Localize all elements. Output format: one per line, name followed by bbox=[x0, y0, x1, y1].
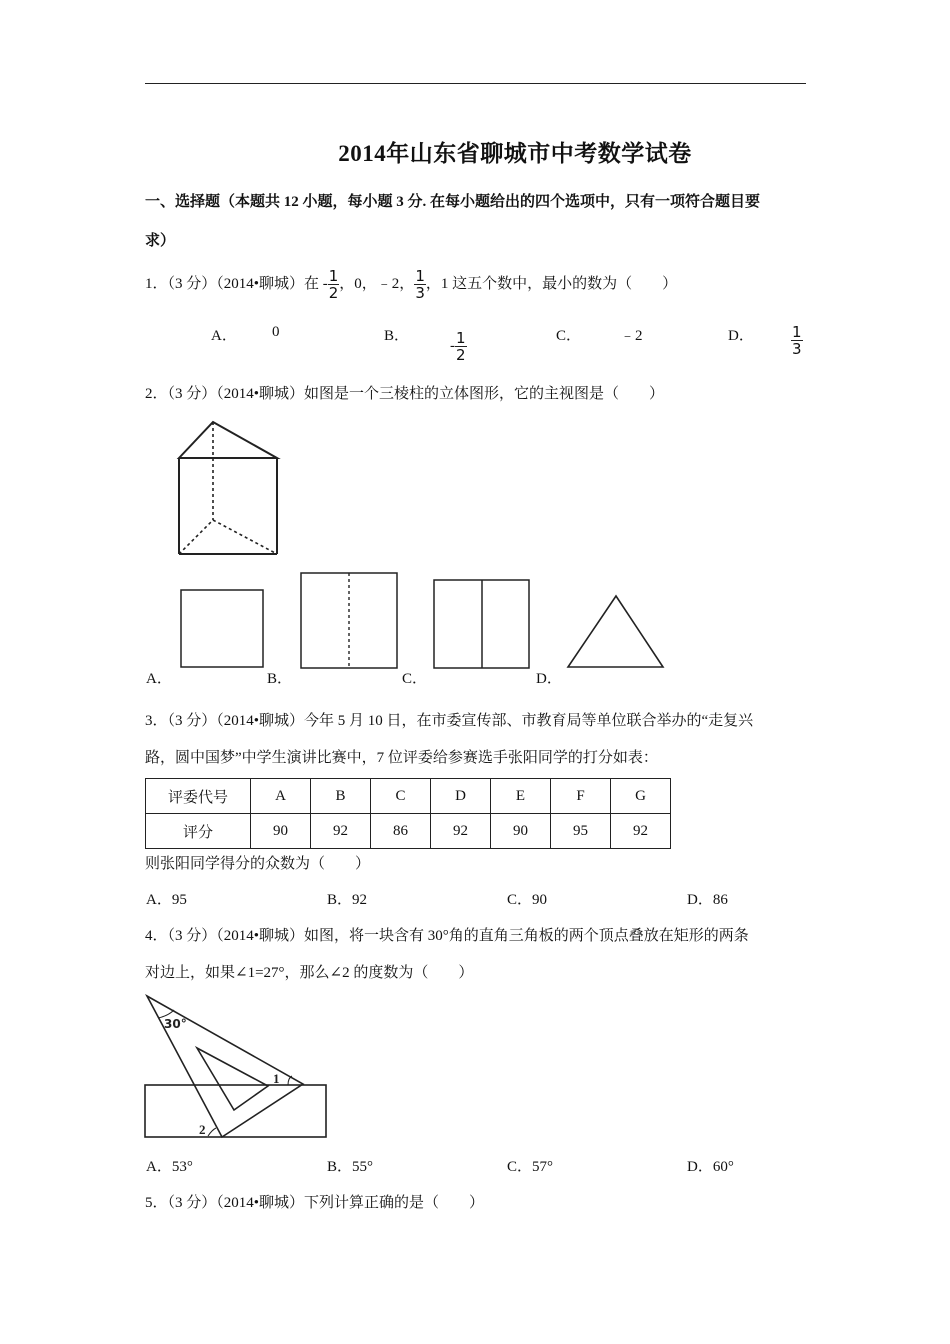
table-cell: 90 bbox=[251, 814, 311, 849]
question-1 bbox=[145, 268, 677, 301]
q2-option-b-label: B． bbox=[267, 671, 293, 687]
table-header-cell: A bbox=[251, 779, 311, 814]
table-cell: 92 bbox=[431, 814, 491, 849]
q2-option-d-triangle bbox=[566, 594, 666, 670]
question-2: 2．（3 分）（2014•聊城）如图是一个三棱柱的立体图形，它的主视图是（ ） bbox=[145, 386, 665, 402]
question-3-after: 则张阳同学得分的众数为（ ） bbox=[145, 856, 371, 872]
section-heading-cont: 求） bbox=[145, 233, 176, 249]
table-cell: 92 bbox=[611, 814, 671, 849]
score-table bbox=[145, 778, 671, 849]
table-header-cell: 评委代号 bbox=[146, 779, 251, 814]
q1-suffix: ，1 这五个数中，最小的数为（ ） bbox=[425, 275, 678, 292]
q1-option-d-fraction bbox=[791, 324, 803, 357]
question-3: 3．（3 分）（2014•聊城）今年 5 月 10 日，在市委宣传部、市教育局等单位联合举办的“走复兴 bbox=[145, 713, 754, 729]
angle-1-label: 1 bbox=[273, 1071, 280, 1086]
q2-option-d-label: D． bbox=[536, 671, 562, 687]
table-header-cell: E bbox=[491, 779, 551, 814]
table-cell: 评分 bbox=[146, 814, 251, 849]
q1-frac-a-den: 2 bbox=[328, 284, 339, 302]
angle-30-label: 30° bbox=[164, 1017, 187, 1031]
table-header-cell: G bbox=[611, 779, 671, 814]
q2-option-c-label: C． bbox=[402, 671, 428, 687]
table-cell: 95 bbox=[551, 814, 611, 849]
q4-option-c: C．57° bbox=[507, 1159, 554, 1175]
q1-fraction-b bbox=[414, 268, 426, 301]
q2-option-b-rect-dashed bbox=[300, 572, 400, 670]
header-rule bbox=[145, 83, 806, 84]
q1-option-b-label: B． bbox=[384, 328, 410, 344]
question-5: 5．（3 分）（2014•聊城）下列计算正确的是（ ） bbox=[145, 1195, 485, 1211]
q4-option-a: A．53° bbox=[146, 1159, 193, 1175]
table-header-cell: C bbox=[371, 779, 431, 814]
table-cell: 92 bbox=[311, 814, 371, 849]
q3-option-d: D．86 bbox=[687, 892, 728, 908]
q1-frac-a-num: 1 bbox=[328, 267, 339, 285]
table-row bbox=[146, 779, 671, 814]
table-row bbox=[146, 814, 671, 849]
q1-ob-num: 1 bbox=[456, 329, 466, 347]
table-header-cell: F bbox=[551, 779, 611, 814]
q2-option-a-label: A． bbox=[146, 671, 172, 687]
triangle-ruler-figure bbox=[140, 990, 340, 1140]
question-4: 4．（3 分）（2014•聊城）如图，将一块含有 30°角的直角三角板的两个顶点叠放在矩形的两条 bbox=[145, 928, 749, 944]
q1-option-b-fraction bbox=[455, 330, 467, 363]
q1-option-d-value bbox=[791, 324, 803, 357]
q1-option-c-value: ﹣2 bbox=[620, 328, 643, 344]
q1-option-b-sign: - bbox=[450, 337, 455, 354]
q1-ob-den: 2 bbox=[456, 346, 466, 364]
q1-mid: ，0，﹣2， bbox=[339, 275, 415, 292]
q1-prefix: 1．（3 分）（2014•聊城）在 - bbox=[145, 275, 328, 292]
page-title: 2014年山东省聊城市中考数学试卷 bbox=[338, 141, 692, 166]
q1-option-a-label: A． bbox=[211, 328, 237, 344]
q1-option-a-value: 0 bbox=[272, 324, 280, 340]
section-heading: 一、选择题（本题共 12 小题，每小题 3 分. 在每小题给出的四个选项中，只有一项符合题目要 bbox=[145, 194, 761, 210]
q1-frac-b-den: 3 bbox=[415, 284, 425, 302]
table-cell: 86 bbox=[371, 814, 431, 849]
q4-option-b: B．55° bbox=[327, 1159, 374, 1175]
table-header-cell: B bbox=[311, 779, 371, 814]
q3-option-c: C．90 bbox=[507, 892, 548, 908]
question-3-cont: 路，圆中国梦”中学生演讲比赛中，7 位评委给参赛选手张阳同学的打分如表： bbox=[145, 750, 658, 766]
q1-option-d-label: D． bbox=[728, 328, 754, 344]
prism-figure bbox=[175, 418, 285, 558]
q3-option-b: B．92 bbox=[327, 892, 368, 908]
angle-2-label: 2 bbox=[199, 1122, 206, 1137]
q3-option-a: A．95 bbox=[146, 892, 187, 908]
q2-option-c-rect-solid bbox=[433, 579, 531, 670]
q1-od-den: 3 bbox=[792, 340, 802, 358]
q1-option-b-value bbox=[450, 330, 467, 363]
question-4-cont: 对边上，如果∠1=27°，那么∠2 的度数为（ ） bbox=[145, 965, 474, 981]
q1-fraction-a bbox=[328, 268, 340, 301]
table-cell: 90 bbox=[491, 814, 551, 849]
q2-option-a-square bbox=[180, 589, 266, 669]
q1-frac-b-num: 1 bbox=[415, 267, 425, 285]
q4-option-d: D．60° bbox=[687, 1159, 734, 1175]
table-header-cell: D bbox=[431, 779, 491, 814]
q1-option-c-label: C． bbox=[556, 328, 582, 344]
q1-od-num: 1 bbox=[792, 323, 802, 341]
